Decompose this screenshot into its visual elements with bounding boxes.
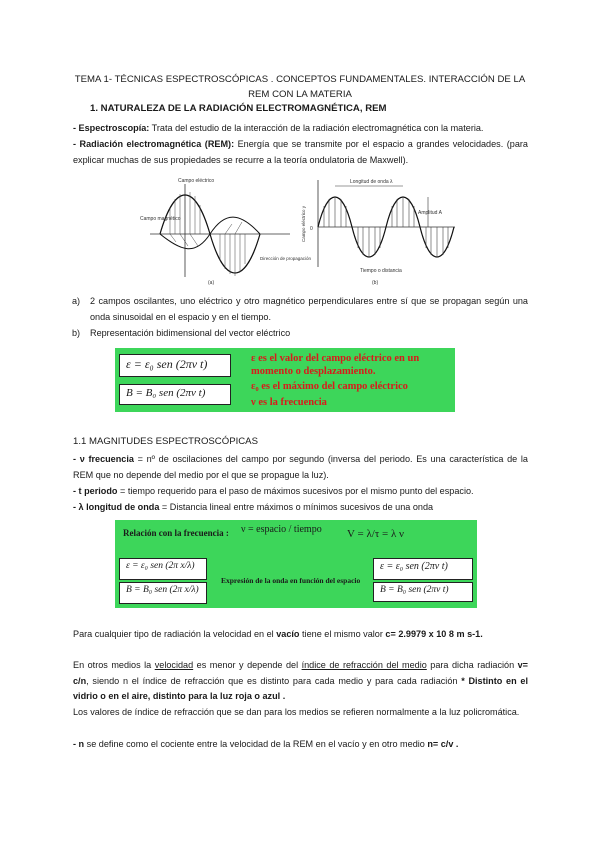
list-text: 2 campos oscilantes, uno eléctrico y otro magnético perpendiculares entre sí que se propagan según una onda sinusoidal en el espacio y en el tiempo. <box>90 296 528 322</box>
list-marker: a) <box>72 296 81 306</box>
text-bold: vacío <box>276 629 300 639</box>
term-text: Trata del estudio de la interacción de la radiación electromagnética con la materia. <box>149 123 484 133</box>
text: En otros medios la <box>73 660 155 670</box>
definition-espectroscopia <box>73 121 528 137</box>
list-item <box>72 294 528 325</box>
label-campo-y: Campo eléctrico y <box>301 205 306 242</box>
text-bold: - n <box>73 739 85 749</box>
time-eq-electric: ε = ε₀ sen (2πν t) <box>373 558 473 580</box>
term-text: = tiempo requerido para el paso de máximos sucesivos por el mismo punto del espacio. <box>117 486 474 496</box>
text-bold: * Distinto en el vidrio o en el aire, distinto para la luz roja o azul . <box>73 675 528 701</box>
caption-b: (b) <box>372 280 379 286</box>
label-zero: 0 <box>310 226 313 232</box>
text-underline: velocidad <box>154 660 194 670</box>
section-heading-1: 1. NATURALEZA DE LA RADIACIÓN ELECTROMAGNÉTICA, REM <box>90 103 387 114</box>
desc-epsilon: ε es el valor del campo eléctrico en un momento o desplazamiento. <box>251 353 420 377</box>
caption-a: (a) <box>208 280 215 286</box>
label-longitud-onda: Longitud de onda λ <box>350 179 393 185</box>
label-campo-magnetico: Campo magnético <box>140 216 181 222</box>
equation-magnetic: B = B₀ sen (2πν t) <box>119 384 231 405</box>
text: , siendo n el índice de refracción que es distinto para cada medio y para cada radiación <box>86 675 462 686</box>
time-eq-magnetic: B = B₀ sen (2πν t) <box>373 582 473 602</box>
text: Para cualquier tipo de radiación la velocidad en el <box>73 629 277 639</box>
relation-eq: ν = espacio / tiempo <box>241 524 322 535</box>
wave-label: Expresión de la onda en función del espacio <box>221 576 361 585</box>
equation-panel-space <box>115 520 477 608</box>
term-text: = Distancia lineal entre máximos o mínimos sucesivos de una onda <box>159 502 434 512</box>
list-text: Representación bidimensional del vector eléctrico <box>90 328 291 338</box>
definition-rem <box>73 137 528 168</box>
label-campo-electrico: Campo eléctrico <box>178 178 215 184</box>
term: - ν frecuencia <box>73 454 134 464</box>
paragraph-otros-medios <box>73 658 528 705</box>
wave-eq-magnetic: B = B₀ sen (2π x/λ) <box>119 582 207 604</box>
equation-panel-time <box>115 348 455 412</box>
page-title: TEMA 1- TÉCNICAS ESPECTROSCÓPICAS . CONCEPTOS FUNDAMENTALES. INTERACCIÓN DE LA REM CON LA MATERIA <box>74 74 526 100</box>
text-bold: v= c/n <box>73 660 528 686</box>
text: se define como el cociente entre la velocidad de la REM en el vacío y en otro medio <box>84 739 428 749</box>
paragraph-velocidad-vacio <box>73 627 528 643</box>
label-amplitud: Amplitud A <box>418 210 442 216</box>
text-bold: n= c/v . <box>427 739 459 749</box>
term: - Radiación electromagnética (REM): <box>73 139 235 149</box>
text-underline: índice de refracción del medio <box>301 660 427 670</box>
list-marker: b) <box>72 328 81 338</box>
term: - t periodo <box>73 486 118 496</box>
term: - λ longitud de onda <box>73 502 160 512</box>
wave-eq-electric: ε = ε₀ sen (2π x/λ) <box>119 558 207 580</box>
term: - Espectroscopía: <box>73 123 150 133</box>
label-tiempo: Tiempo o distancia <box>360 268 402 274</box>
definition-frecuencia <box>73 452 528 483</box>
text: tiene el mismo valor <box>299 629 386 639</box>
equation-electric: ε = ε₀ sen (2πν t) <box>119 354 231 377</box>
list-item <box>72 326 528 342</box>
relation-eq2: V = λ/τ = λ ν <box>347 528 405 540</box>
desc-nu: ν es la frecuencia <box>251 397 327 408</box>
definition-longitud-onda <box>73 500 528 516</box>
section-heading-1-1: 1.1 MAGNITUDES ESPECTROSCÓPICAS <box>73 436 258 447</box>
text-bold: c= 2.9979 x 10 8 m s-1. <box>385 629 483 639</box>
desc-epsilon0: ε₀ es el máximo del campo eléctrico <box>251 381 408 392</box>
relation-label: Relación con la frecuencia : <box>123 528 229 538</box>
paragraph-indice-refraccion: Los valores de índice de refracción que se dan para los medios se refieren normalmente a la luz policromática. <box>73 707 520 717</box>
text: para dicha radiación <box>426 660 518 670</box>
label-direccion: Dirección de propagación <box>260 256 312 261</box>
term-text: = nº de oscilaciones del campo por segundo (inversa del periodo. Es una característica de la REM que no depende del medio por el que se propague la luz). <box>73 454 528 480</box>
text: es menor y depende del <box>193 660 302 670</box>
definition-periodo <box>73 484 528 500</box>
electric-vector-figure <box>300 172 460 287</box>
paragraph-definicion-n <box>73 737 528 753</box>
term-text: Energía que se transmite por el espacio a grandes velocidades. (para explicar muchas de sus propiedades se recurre a la teoría ondulatoria de Maxwell). <box>73 139 528 165</box>
